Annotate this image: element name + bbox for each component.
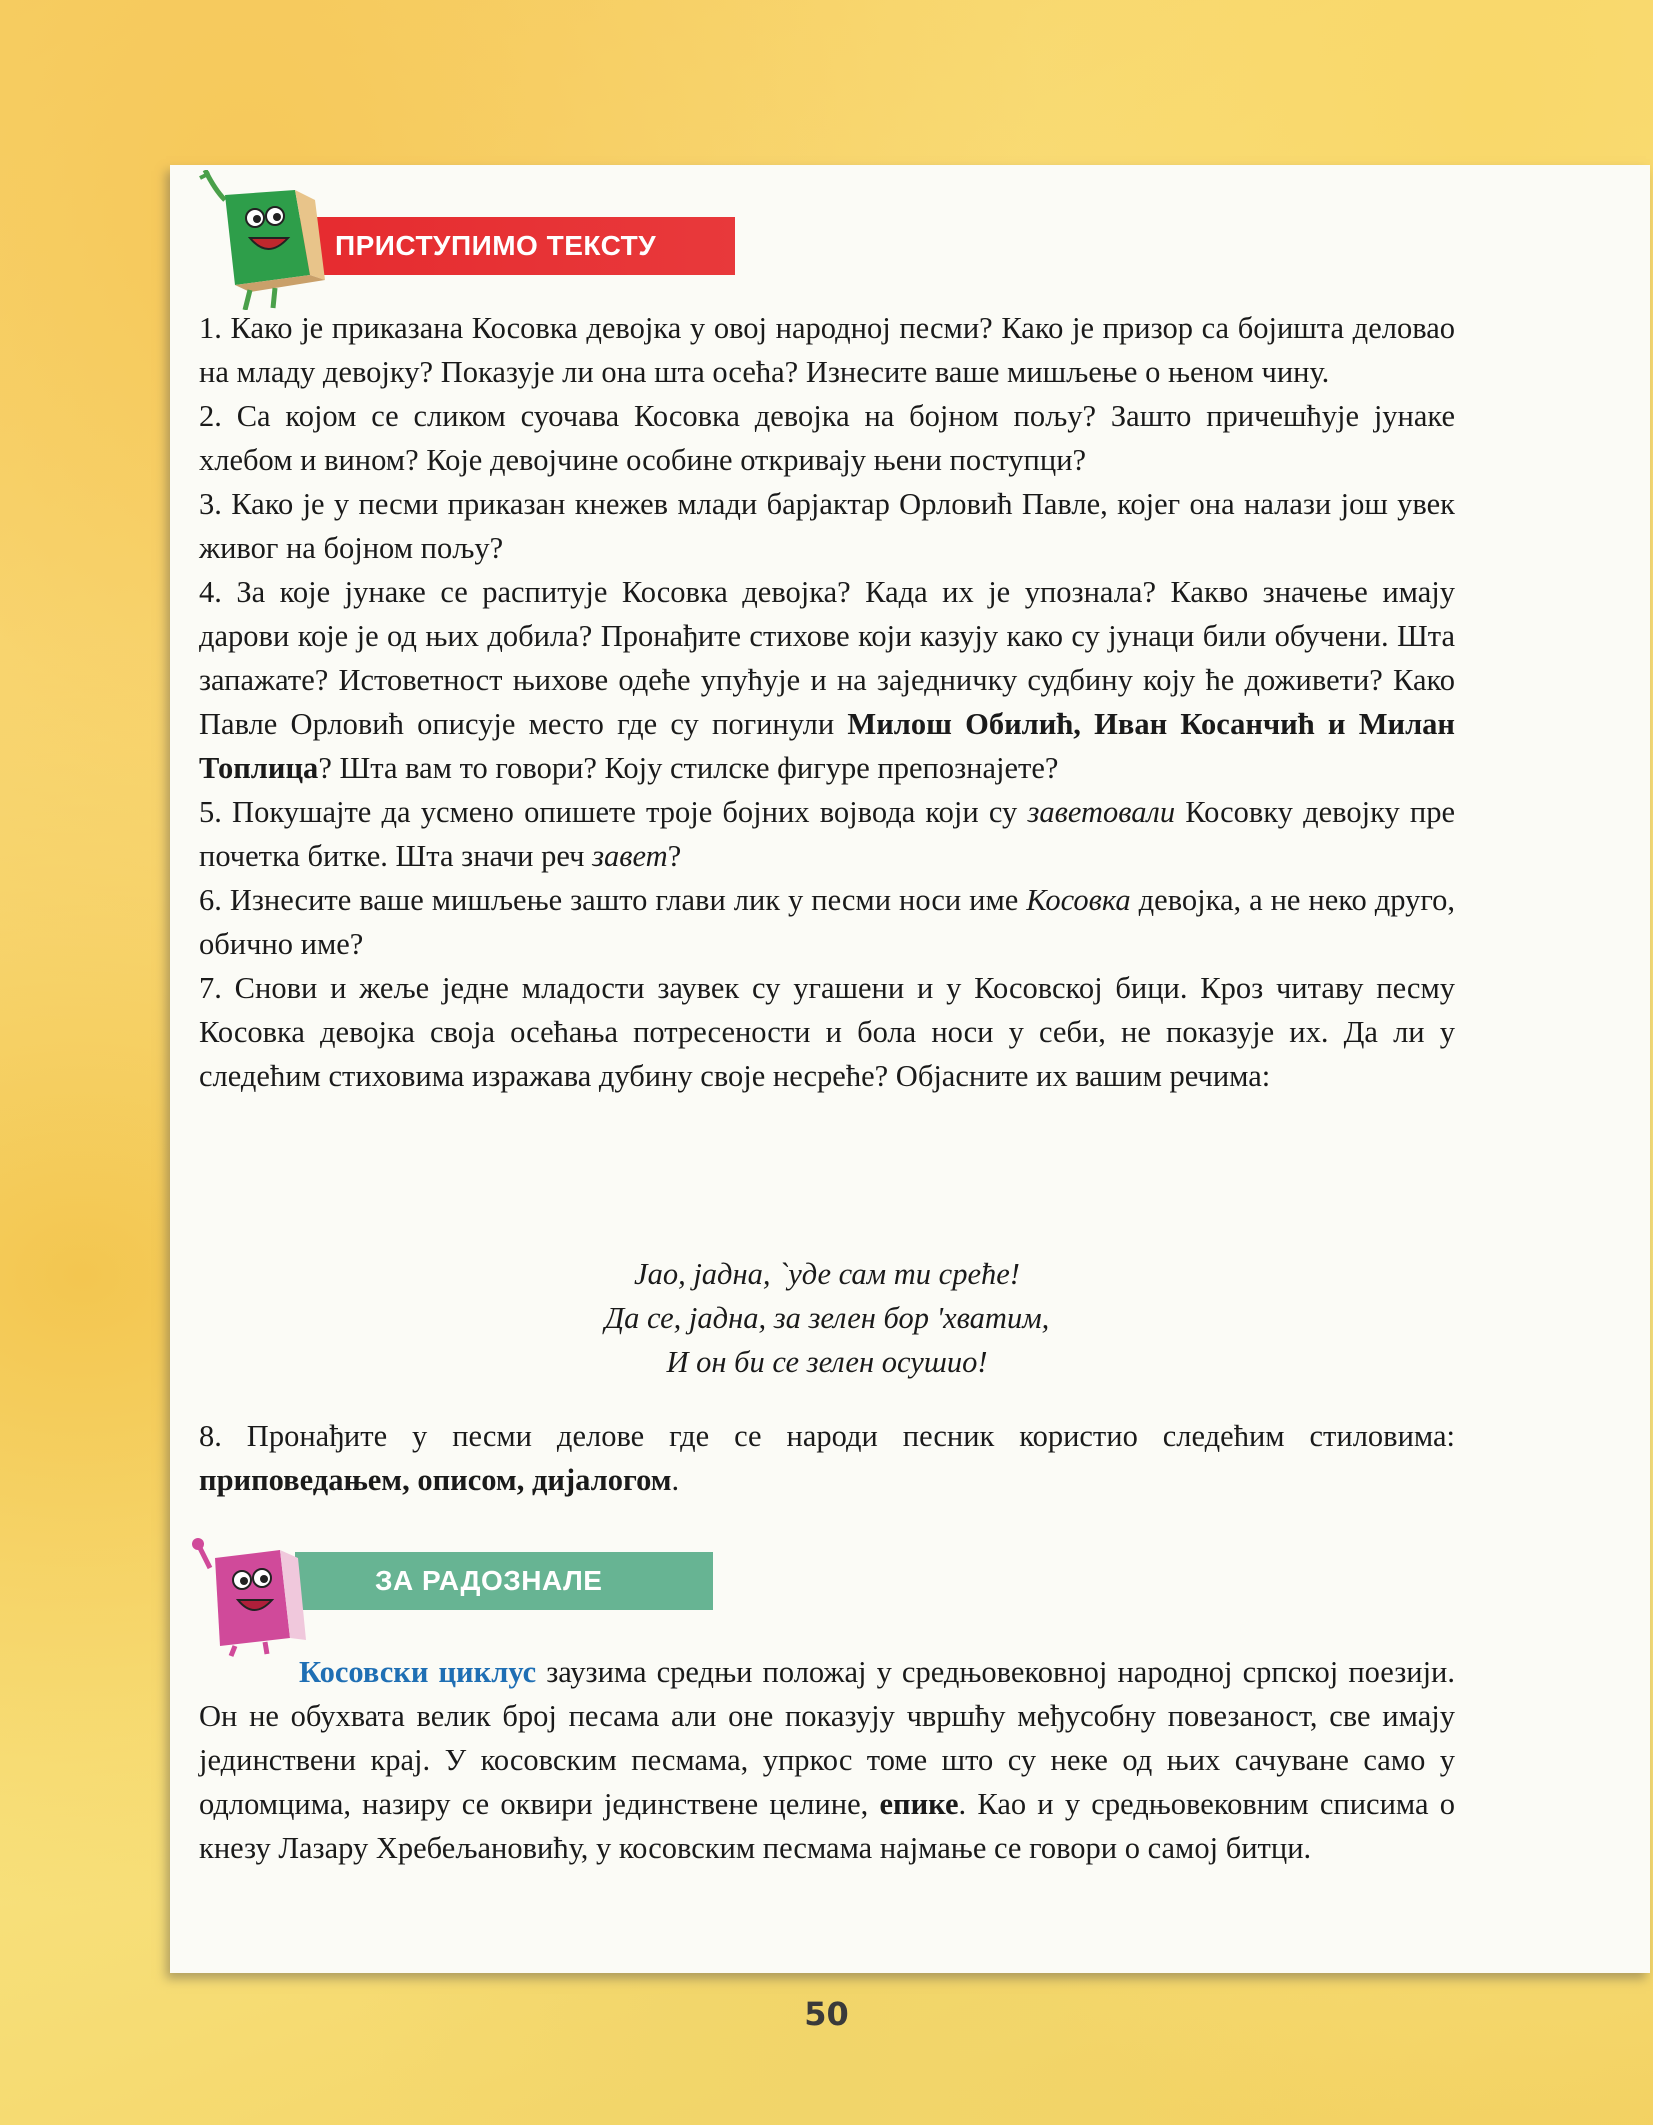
poem-line: И он би се зелен осушио! xyxy=(666,1345,988,1379)
question-8-block xyxy=(199,1414,1455,1502)
question-2: 2. Са којом се сликом суочава Косовка девојка на бојном пољу? Зашто причешћује јунаке хлебом и вином? Које девојчине особине откривају њени поступци? xyxy=(199,399,1455,477)
poem-line: Јао, јадна, `уде сам ти среће! xyxy=(634,1257,1020,1291)
question-3: 3. Како је у песми приказан кнежев млади барјактар Орловић Павле, којег она налази још увек живог на бојном пољу? xyxy=(199,487,1455,565)
green-book-mascot-icon xyxy=(195,170,345,310)
question-7: 7. Снови и жеље једне младости заувек су угашени и у Косовској бици. Кроз читаву песму Косовка девојка своја осећања потресености и бола носи у себи, не показује их. Да ли у следећим стиховима изражава дубину своје несреће? Објасните их вашим речима: xyxy=(199,971,1455,1093)
section-banner-approach xyxy=(195,170,735,310)
kosovo-cycle-term: Косовски циклус xyxy=(299,1655,537,1689)
poem-excerpt xyxy=(199,1252,1455,1384)
curious-paragraph xyxy=(199,1650,1455,1870)
question-6: 6. Изнесите ваше мишљење зашто глави лик у песми носи име Косовка девојка, а не неко друго, обично име? xyxy=(199,883,1455,961)
poem-line: Да се, јадна, за зелен бор 'хватим, xyxy=(604,1301,1050,1335)
question-5: 5. Покушајте да усмено опишете троје бојних војвода који су заветовали Косовку девојку пре почетка битке. Шта значи реч завет? xyxy=(199,795,1455,873)
curious-text: Косовски циклус заузима средњи положај у средњовековној народној српској поезији. Он не обухвата велик број песама али оне показују чвршћу међусобну повезаност, све имају јединствени крај. У косовским песмама, упркос томе што су неке од њих сачуване само у одломцима, назиру се оквири јединствене целине, епике. Као и у средњовековним списима о кнезу Лазару Хребељановићу, у косовским песмама најмање се говори о самој битци. xyxy=(199,1655,1455,1865)
question-8: 8. Пронађите у песми делове где се народи песник користио следећим стиловима: приповедањем, описом, дијалогом. xyxy=(199,1419,1455,1497)
section-banner-curious xyxy=(190,1528,730,1658)
question-1: 1. Како је приказана Косовка девојка у овој народној песми? Како је призор са бојишта деловао на младу девојку? Показује ли она шта осећа? Изнесите ваше мишљење о њеном чину. xyxy=(199,311,1455,389)
question-4: 4. За које јунаке се распитује Косовка девојка? Када их је упознала? Какво значење имају дарови које је од њих добила? Пронађите стихове који казују како су јунаци били обучени. Шта запажате? Истоветност њихове одеће упућује и на заједничку судбину коју ће доживети? Како Павле Орловић описује место где су погинули Милош Обилић, Иван Косанчић и Милан Топлица? Шта вам то говори? Коју стилске фигуре препознајете? xyxy=(199,575,1456,785)
pink-book-mascot-icon xyxy=(190,1528,320,1658)
section-title-approach: ПРИСТУПИМО ТЕКСТУ xyxy=(300,217,735,275)
page-number: 50 xyxy=(804,1995,849,2033)
section-title-curious: ЗА РАДОЗНАЛЕ xyxy=(295,1552,713,1610)
questions-block xyxy=(199,306,1455,1098)
